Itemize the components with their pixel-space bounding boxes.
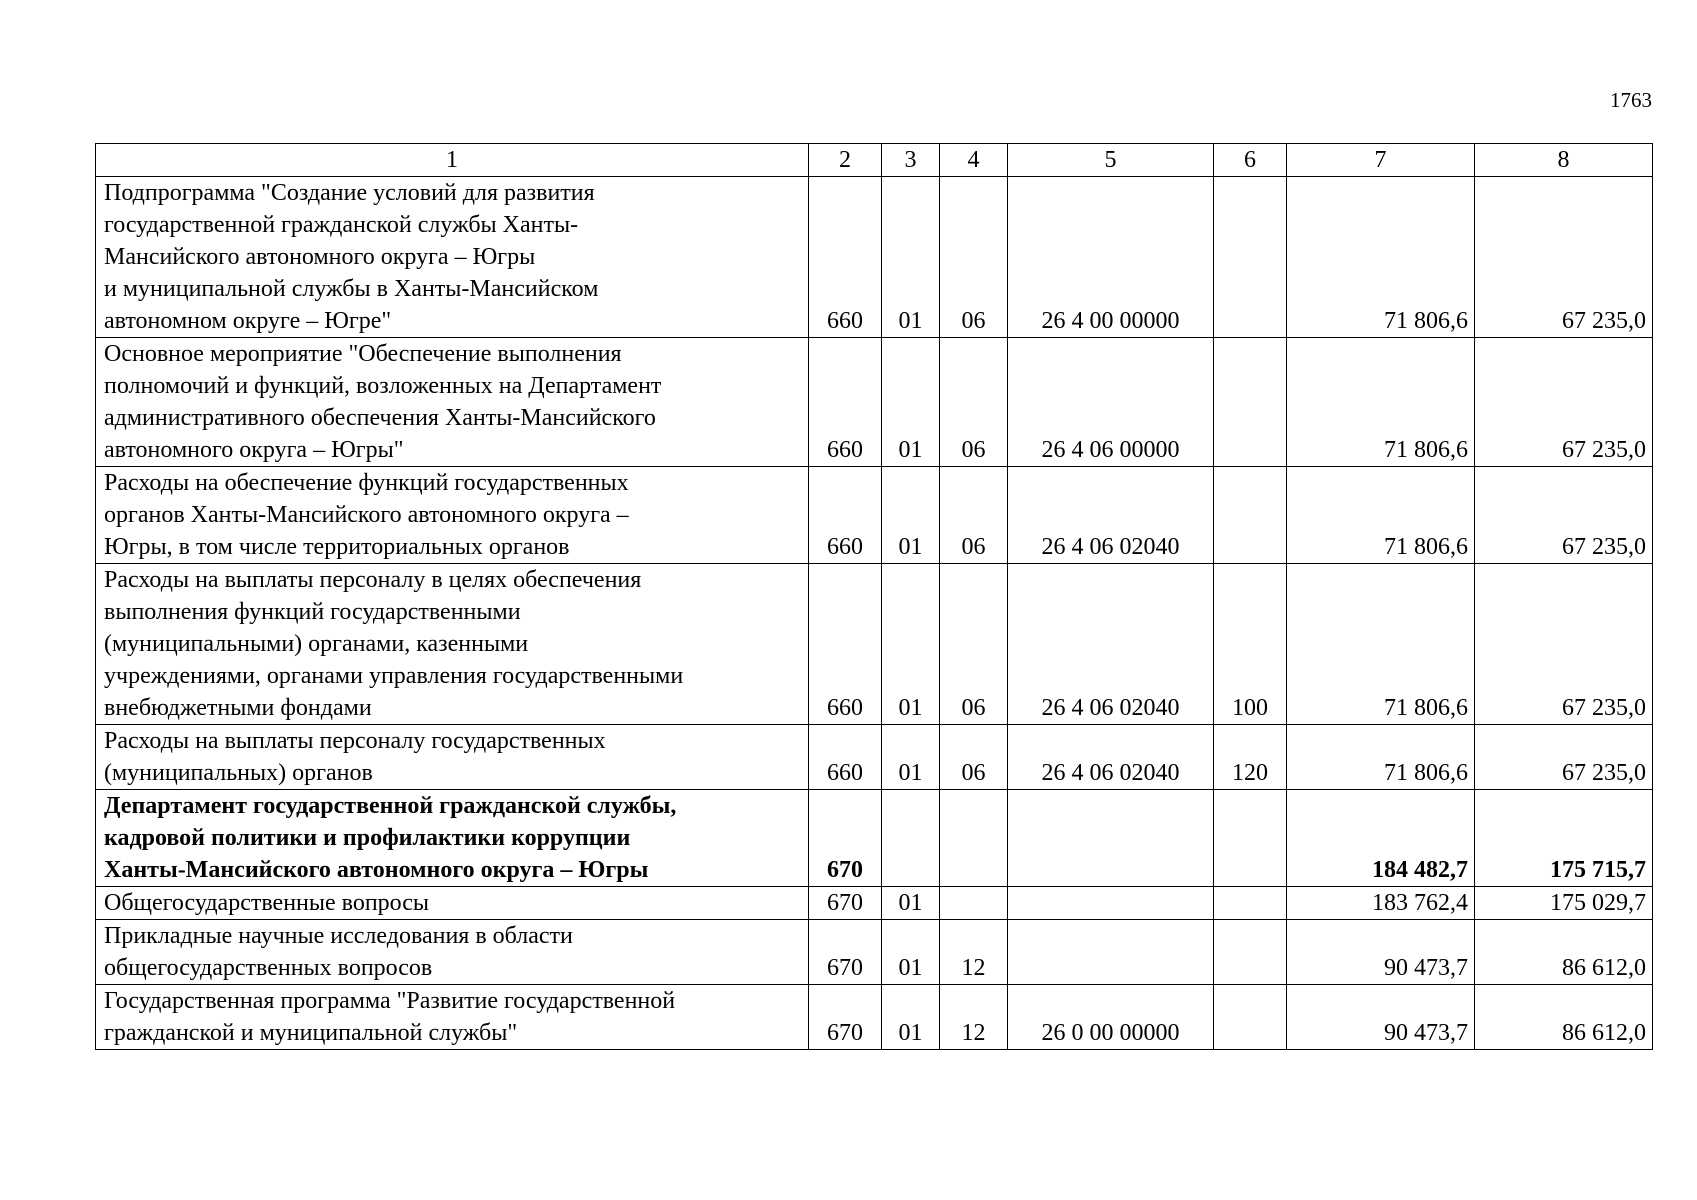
cell-col-4: 12: [940, 920, 1008, 985]
header-cell: 3: [882, 144, 940, 177]
cell-col-5: 26 0 00 00000: [1008, 985, 1214, 1050]
cell-col-7: 90 473,7: [1287, 985, 1475, 1050]
budget-table: [95, 143, 1653, 1050]
cell-col-8: 67 235,0: [1475, 338, 1653, 467]
cell-col-7: 90 473,7: [1287, 920, 1475, 985]
cell-col-3: 01: [882, 887, 940, 920]
page-number: 1763: [1610, 88, 1652, 112]
cell-col-4: 06: [940, 725, 1008, 790]
cell-col-6: [1214, 338, 1287, 467]
header-cell: 7: [1287, 144, 1475, 177]
row-name-line: Расходы на выплаты персоналу государственных: [104, 728, 606, 754]
cell-col-3: [882, 790, 940, 887]
row-name-line: выполнения функций государственными: [104, 599, 521, 625]
cell-col-8: 175 029,7: [1475, 887, 1653, 920]
cell-col-3: 01: [882, 985, 940, 1050]
table-row: [96, 790, 1653, 887]
cell-col-8: 86 612,0: [1475, 985, 1653, 1050]
cell-col-4: [940, 790, 1008, 887]
cell-col-7: 71 806,6: [1287, 564, 1475, 725]
header-row: [96, 144, 1653, 177]
row-name-line: Основное мероприятие "Обеспечение выполнения: [104, 341, 622, 367]
row-name-line: Департамент государственной гражданской службы,: [104, 793, 677, 819]
cell-col-3: 01: [882, 564, 940, 725]
row-name-line: Расходы на выплаты персоналу в целях обеспечения: [104, 567, 642, 593]
cell-col-4: 12: [940, 985, 1008, 1050]
row-name-line: учреждениями, органами управления государственными: [104, 663, 684, 689]
cell-col-4: 06: [940, 564, 1008, 725]
cell-col-6: [1214, 790, 1287, 887]
cell-col-8: 67 235,0: [1475, 467, 1653, 564]
row-name-line: Югры, в том числе территориальных органов: [104, 534, 570, 560]
cell-col-5: [1008, 920, 1214, 985]
cell-col-6: [1214, 887, 1287, 920]
cell-col-5: 26 4 00 00000: [1008, 177, 1214, 338]
table-row: [96, 920, 1653, 985]
cell-col-4: 06: [940, 467, 1008, 564]
row-name-cell: [96, 790, 809, 887]
cell-col-4: [940, 887, 1008, 920]
cell-col-7: 71 806,6: [1287, 725, 1475, 790]
cell-col-8: 67 235,0: [1475, 177, 1653, 338]
row-name-line: Общегосударственные вопросы: [104, 890, 430, 916]
cell-col-5: 26 4 06 00000: [1008, 338, 1214, 467]
cell-col-6: 100: [1214, 564, 1287, 725]
table-row: [96, 467, 1653, 564]
row-name-line: административного обеспечения Ханты-Мансийского: [104, 405, 656, 431]
row-name-cell: [96, 564, 809, 725]
cell-col-5: 26 4 06 02040: [1008, 564, 1214, 725]
cell-col-2: 660: [809, 338, 882, 467]
row-name-cell: [96, 338, 809, 467]
row-name-line: автономном округе – Югре": [104, 308, 392, 334]
table-row: [96, 985, 1653, 1050]
row-name-line: Государственная программа "Развитие государственной: [104, 988, 676, 1014]
header-cell: 1: [96, 144, 809, 177]
row-name-cell: [96, 177, 809, 338]
cell-col-4: 06: [940, 177, 1008, 338]
cell-col-2: 670: [809, 790, 882, 887]
cell-col-5: 26 4 06 02040: [1008, 725, 1214, 790]
row-name-line: гражданской и муниципальной службы": [104, 1020, 518, 1046]
table-row: [96, 725, 1653, 790]
table-body: [96, 144, 1653, 1050]
cell-col-4: 06: [940, 338, 1008, 467]
cell-col-3: 01: [882, 467, 940, 564]
cell-col-7: 183 762,4: [1287, 887, 1475, 920]
row-name-cell: [96, 887, 809, 920]
cell-col-7: 184 482,7: [1287, 790, 1475, 887]
row-name-line: автономного округа – Югры": [104, 437, 404, 463]
cell-col-2: 660: [809, 177, 882, 338]
cell-col-8: 175 715,7: [1475, 790, 1653, 887]
row-name-cell: [96, 725, 809, 790]
row-name-line: Прикладные научные исследования в области: [104, 923, 573, 949]
header-cell: 5: [1008, 144, 1214, 177]
cell-col-3: 01: [882, 725, 940, 790]
cell-col-5: [1008, 790, 1214, 887]
cell-col-2: 660: [809, 725, 882, 790]
cell-col-6: [1214, 467, 1287, 564]
cell-col-3: 01: [882, 177, 940, 338]
table-row: [96, 177, 1653, 338]
cell-col-7: 71 806,6: [1287, 467, 1475, 564]
cell-col-5: [1008, 887, 1214, 920]
row-name-line: Мансийского автономного округа – Югры: [104, 244, 536, 270]
row-name-line: государственной гражданской службы Ханты-: [104, 212, 579, 238]
row-name-line: кадровой политики и профилактики коррупции: [104, 825, 631, 851]
cell-col-8: 67 235,0: [1475, 564, 1653, 725]
table-row: [96, 338, 1653, 467]
cell-col-6: 120: [1214, 725, 1287, 790]
row-name-line: общегосударственных вопросов: [104, 955, 433, 981]
cell-col-2: 660: [809, 467, 882, 564]
row-name-line: Расходы на обеспечение функций государственных: [104, 470, 629, 496]
row-name-line: внебюджетными фондами: [104, 695, 372, 721]
cell-col-2: 670: [809, 985, 882, 1050]
cell-col-2: 670: [809, 887, 882, 920]
row-name-cell: [96, 467, 809, 564]
table-row: [96, 887, 1653, 920]
cell-col-2: 660: [809, 564, 882, 725]
cell-col-8: 86 612,0: [1475, 920, 1653, 985]
cell-col-6: [1214, 920, 1287, 985]
cell-col-5: 26 4 06 02040: [1008, 467, 1214, 564]
row-name-line: Подпрограмма "Создание условий для развития: [104, 180, 595, 206]
header-cell: 4: [940, 144, 1008, 177]
header-cell: 8: [1475, 144, 1653, 177]
cell-col-2: 670: [809, 920, 882, 985]
cell-col-3: 01: [882, 338, 940, 467]
header-cell: 6: [1214, 144, 1287, 177]
row-name-line: (муниципальных) органов: [104, 760, 373, 786]
header-cell: 2: [809, 144, 882, 177]
row-name-line: Ханты-Мансийского автономного округа – Югры: [104, 857, 649, 883]
row-name-line: органов Ханты-Мансийского автономного округа –: [104, 502, 629, 528]
cell-col-3: 01: [882, 920, 940, 985]
cell-col-7: 71 806,6: [1287, 338, 1475, 467]
cell-col-7: 71 806,6: [1287, 177, 1475, 338]
cell-col-8: 67 235,0: [1475, 725, 1653, 790]
row-name-cell: [96, 920, 809, 985]
table-row: [96, 564, 1653, 725]
row-name-line: полномочий и функций, возложенных на Департамент: [104, 373, 662, 399]
row-name-line: (муниципальными) органами, казенными: [104, 631, 529, 657]
cell-col-6: [1214, 177, 1287, 338]
row-name-line: и муниципальной службы в Ханты-Мансийском: [104, 276, 599, 302]
row-name-cell: [96, 985, 809, 1050]
cell-col-6: [1214, 985, 1287, 1050]
